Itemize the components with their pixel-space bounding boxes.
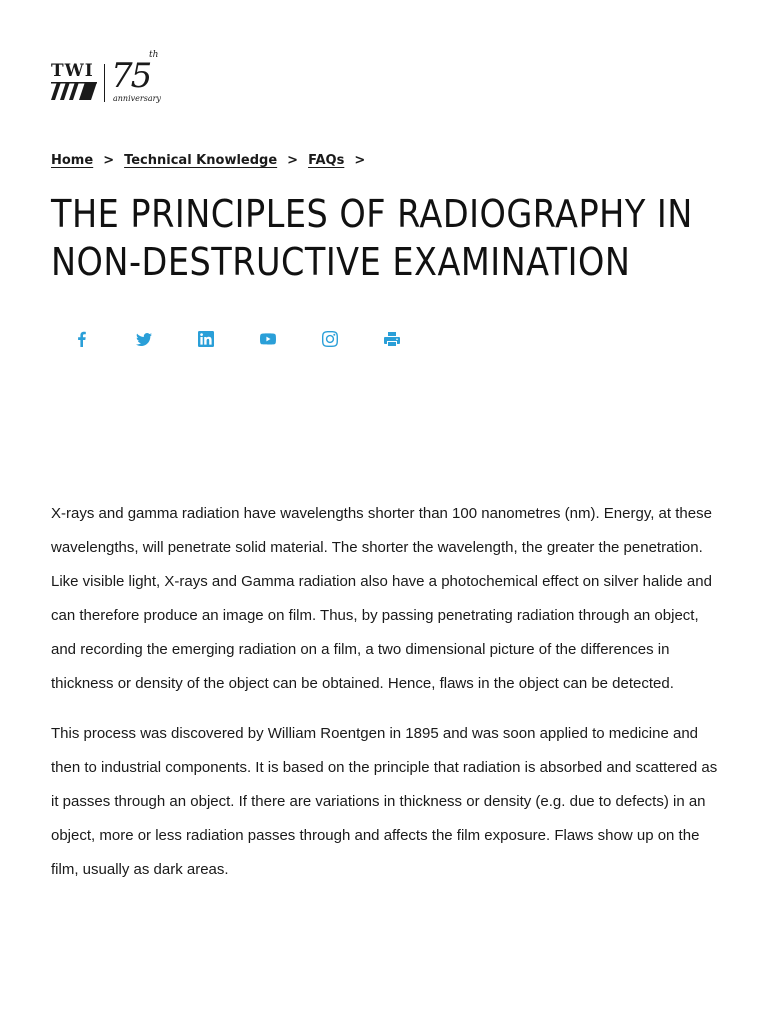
facebook-icon (74, 331, 90, 347)
print-icon (384, 331, 400, 347)
breadcrumb-separator: > (354, 153, 366, 168)
article-paragraph: X-rays and gamma radiation have wavelengths shorter than 100 nanometres (nm). Energy, at these wavelengths, will penetrate solid material. The shorter the wavelength, the greater the penetration. Like visible light, X-rays and Gamma radiation also have a photochemical effect on silver halide and can therefore produce an image on film. Thus, by passing penetrating radiation through an object, and recording the emerging radiation on a film, a two dimensional picture of the differences in thickness or density of the object can be obtained. Hence, flaws in the object can be detected. (51, 505, 712, 692)
twitter-share-button[interactable] (113, 326, 175, 352)
article-paragraph: This process was discovered by William Roentgen in 1895 and was soon applied to medicine and then to industrial components. It is based on the principle that radiation is absorbed and scattered as it passes through an object. If there are variations in thickness or density (e.g. due to defects) in an object, more or less radiation passes through and affects the film exposure. Flaws show up on the film, usually as dark areas. (51, 725, 718, 878)
logo-divider (104, 64, 105, 102)
anniversary-suffix: th (149, 50, 159, 60)
twi-stripes-icon (51, 82, 97, 100)
instagram-icon (322, 331, 338, 347)
breadcrumb-faqs-link[interactable]: FAQs (308, 153, 345, 168)
anniversary-number: 75 (111, 56, 151, 96)
breadcrumb-separator: > (103, 153, 115, 168)
youtube-share-button[interactable] (237, 326, 299, 352)
twi-logo-mark (51, 62, 99, 100)
print-button[interactable] (361, 326, 423, 352)
breadcrumb-home-link[interactable]: Home (51, 153, 94, 168)
twi-75th-anniversary-logo[interactable] (51, 44, 171, 106)
twitter-icon (136, 331, 152, 347)
twi-logo-text: TWI (51, 61, 94, 81)
page-title: THE PRINCIPLES OF RADIOGRAPHY IN NON-DESTRUCTIVE EXAMINATION (51, 192, 693, 284)
breadcrumb (51, 152, 375, 170)
instagram-share-button[interactable] (299, 326, 361, 352)
social-share-bar (51, 326, 423, 352)
linkedin-icon (198, 331, 214, 347)
breadcrumb-technical-knowledge-link[interactable]: Technical Knowledge (124, 153, 278, 168)
article-body (51, 497, 719, 903)
linkedin-share-button[interactable] (175, 326, 237, 352)
breadcrumb-separator: > (287, 153, 299, 168)
anniversary-word: anniversary (113, 94, 161, 103)
facebook-share-button[interactable] (51, 326, 113, 352)
youtube-icon (260, 331, 276, 347)
